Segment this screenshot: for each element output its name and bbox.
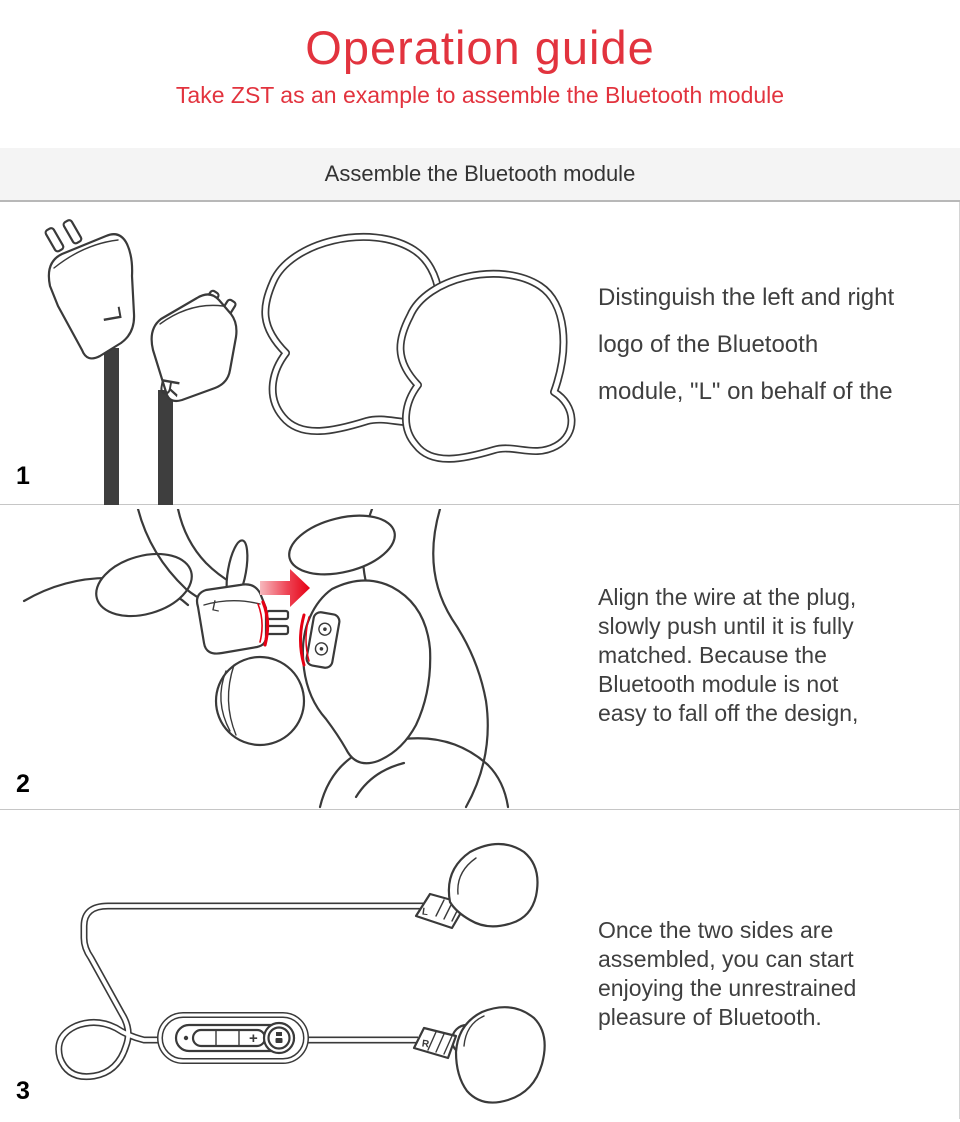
volume-plus-label: + [249,1030,258,1047]
step3-number: 3 [16,1077,30,1105]
step2-illustration [20,509,580,809]
left-cable [104,348,119,505]
right-plug [152,290,237,505]
caption-line: easy to fall off the design, [598,700,859,726]
right-plug-label: R [153,375,186,400]
caption-line: enjoying the unrestrained [598,975,857,1001]
right-earbud-label: R [421,1038,430,1051]
step-1 [0,202,959,505]
red-arrow-icon [260,569,310,607]
step-3 [0,810,959,1119]
left-plug-label: L [95,304,128,325]
step-2 [0,505,959,810]
right-earpiece [400,274,571,459]
caption-line: logo of the Bluetooth [598,331,819,358]
caption-line: pleasure of Bluetooth. [598,1004,822,1030]
left-earbud-label: L [421,906,429,919]
caption-line: Once the two sides are [598,917,834,943]
left-plug [45,219,135,505]
finger [283,509,401,584]
step2-caption [598,583,946,728]
section-bar: Assemble the Bluetooth module [0,148,960,202]
step1-caption [598,274,946,415]
caption-line: module, "L" on behalf of the [598,378,893,405]
right-cable [158,390,173,505]
steps-container [0,202,960,1119]
plug-label: L [210,597,222,616]
page-subtitle: Take ZST as an example to assemble the Bluetooth module [175,82,785,108]
caption-line: Distinguish the left and right [598,284,895,311]
step1-number: 1 [16,462,30,490]
step1-illustration [20,202,580,505]
step2-number: 2 [16,770,30,798]
right-earbud-assembled [414,1007,545,1102]
mic-dot [184,1036,188,1040]
caption-line: slowly push until it is fully [598,613,854,639]
step3-caption [598,916,946,1032]
caption-line: Bluetooth module is not [598,671,839,697]
caption-line: assembled, you can start [598,946,854,972]
control-module [160,1015,306,1061]
step3-illustration [20,810,580,1119]
caption-line: matched. Because the [598,642,827,668]
page-header [0,0,960,148]
page-title: Operation guide [305,21,655,74]
left-earbud-assembled [416,844,538,928]
caption-line: Align the wire at the plug, [598,584,857,610]
